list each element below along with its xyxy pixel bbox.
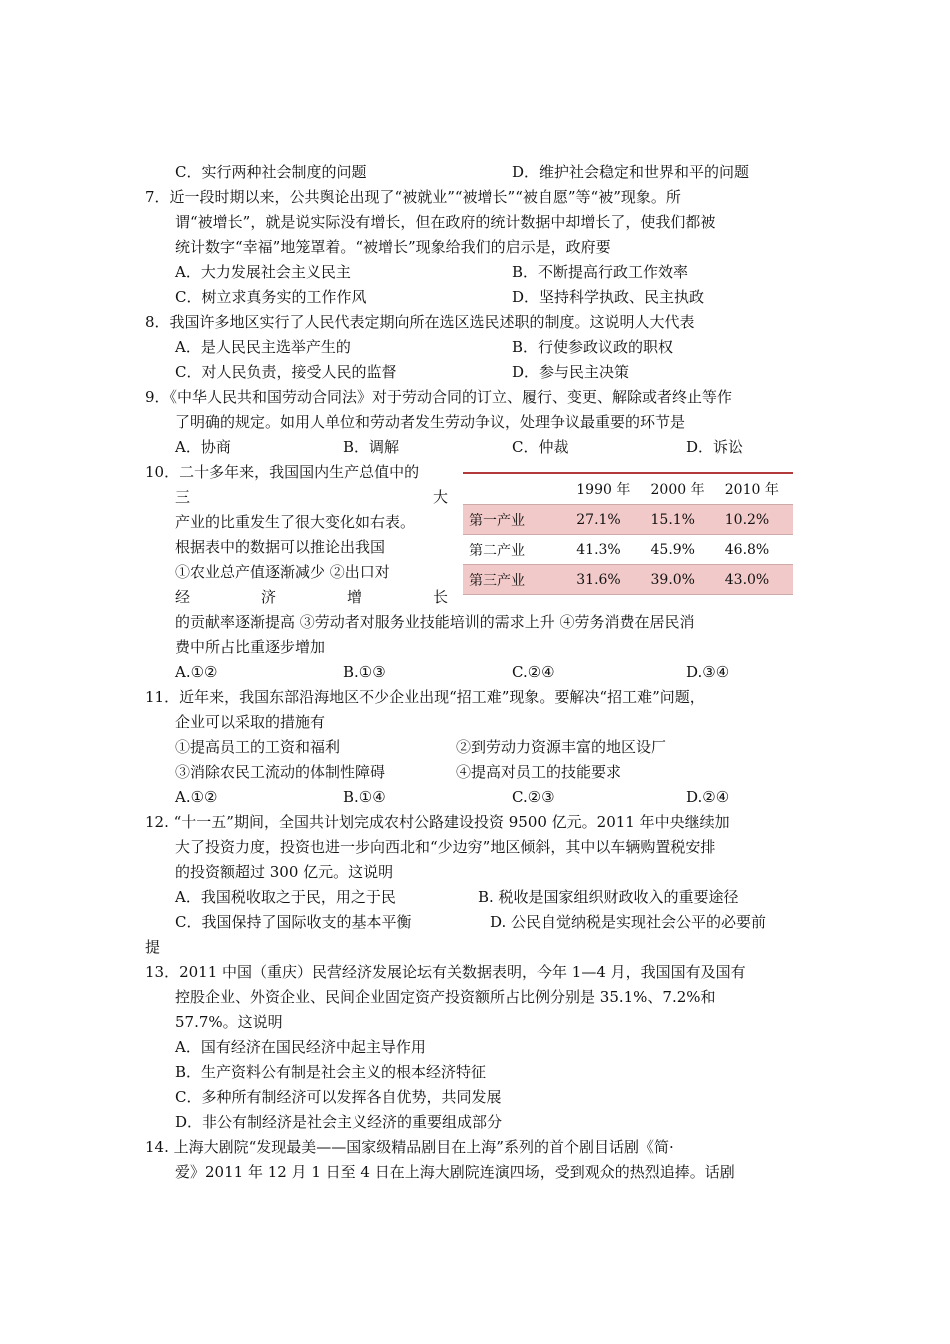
q11-item-4: ④提高对员工的技能要求 — [456, 763, 622, 781]
table-cell: 43.0% — [719, 565, 793, 595]
q11-option-b: B.①④ — [343, 788, 386, 806]
q10-stem-1: 10．二十多年来，我国国内生产总值中的 — [145, 463, 420, 481]
q10-stem-6-a: 经 — [175, 588, 191, 606]
table-header-cell: 2010 年 — [719, 473, 793, 505]
q14-stem-2: 爱》2011 年 12 月 1 日至 4 日在上海大剧院连演四场，受到观众的热烈追捧。话剧 — [175, 1163, 735, 1181]
q7-option-a: A．大力发展社会主义民主 — [175, 263, 351, 281]
q8-stem: 8．我国许多地区实行了人民代表定期向所在选区选民述职的制度。这说明人大代表 — [145, 313, 695, 331]
q10-stem-6-d: 长 — [432, 588, 448, 606]
table-cell: 45.9% — [650, 541, 695, 558]
q11-stem-1: 11．近年来，我国东部沿海地区不少企业出现“招工难”现象。要解决“招工难”问题， — [145, 688, 705, 706]
table-header-cell: 1990 年 — [570, 473, 644, 505]
table-cell: 46.8% — [724, 541, 770, 558]
q10-stem-8: 费中所占比重逐步增加 — [175, 638, 326, 656]
table-cell: 15.1% — [645, 505, 719, 535]
q13-option-b: B．生产资料公有制是社会主义的根本经济特征 — [175, 1063, 487, 1081]
q10-stem-3: 产业的比重发生了很大变化如右表。 — [175, 513, 416, 531]
q10-option-d: D.③④ — [686, 663, 730, 681]
table-cell: 第三产业 — [463, 565, 570, 595]
q10-stem-4: 根据表中的数据可以推论出我国 — [175, 538, 386, 556]
q13-stem-3: 57.7%。这说明 — [175, 1013, 283, 1031]
q9-option-b: B．调解 — [343, 438, 400, 456]
q12-option-b: B. 税收是国家组织财政收入的重要途径 — [478, 888, 739, 906]
q6-option-d: D．维护社会稳定和世界和平的问题 — [512, 163, 750, 181]
q10-stem-6-c: 增 — [346, 588, 362, 606]
q13-option-d: D．非公有制经济是社会主义经济的重要组成部分 — [175, 1113, 503, 1131]
q12-option-d: D. 公民自觉纳税是实现社会公平的必要前 — [490, 913, 767, 931]
q12-stem-3: 的投资额超过 300 亿元。这说明 — [175, 863, 394, 881]
q10-option-c: C.②④ — [512, 663, 555, 681]
q13-stem-1: 13．2011 中国（重庆）民营经济发展论坛有关数据表明，今年 1—4 月，我国国有及国有 — [145, 963, 746, 981]
q7-option-d: D．坚持科学执政、民主执政 — [512, 288, 705, 306]
q9-option-a: A．协商 — [175, 438, 231, 456]
q13-stem-2: 控股企业、外资企业、民间企业固定资产投资额所占比例分别是 35.1%、7.2%和 — [175, 988, 716, 1006]
q8-option-b: B．行使参政议政的职权 — [512, 338, 674, 356]
table-cell: 39.0% — [645, 565, 719, 595]
q10-stem-6-b: 济 — [260, 588, 276, 606]
q8-option-d: D．参与民主决策 — [512, 363, 630, 381]
q7-option-c: C．树立求真务实的工作作风 — [175, 288, 367, 306]
q7-stem-3: 统计数字“幸福”地笼罩着。“被增长”现象给我们的启示是，政府要 — [175, 238, 611, 256]
table-cell: 41.3% — [576, 541, 621, 558]
table-cell: 31.6% — [570, 565, 644, 595]
table-row — [463, 565, 793, 595]
q9-stem-2: 了明确的规定。如用人单位和劳动者发生劳动争议，处理争议最重要的环节是 — [175, 413, 686, 431]
q13-option-a: A．国有经济在国民经济中起主导作用 — [175, 1038, 426, 1056]
q11-item-1: ①提高员工的工资和福利 — [175, 738, 341, 756]
q12-option-c: C．我国保持了国际收支的基本平衡 — [175, 913, 412, 931]
q10-stem-2-b: 大 — [432, 488, 448, 506]
q9-stem-1: 9．《中华人民共和国劳动合同法》对于劳动合同的订立、履行、变更、解除或者终止等作 — [145, 388, 733, 406]
industry-share-table — [463, 472, 793, 595]
table-cell: 第二产业 — [469, 542, 525, 559]
q9-option-c: C．仲裁 — [512, 438, 569, 456]
q7-stem-2: 谓“被增长”，就是说实际没有增长，但在政府的统计数据中却增长了，使我们都被 — [175, 213, 716, 231]
q10-stem-5: ①农业总产值逐渐减少 ②出口对 — [175, 563, 390, 581]
table-row — [463, 535, 793, 565]
q11-option-d: D.②④ — [686, 788, 730, 806]
table-header-cell — [463, 473, 570, 505]
q12-stem-2: 大了投资力度，投资也进一步向西北和“少边穷”地区倾斜，其中以车辆购置税安排 — [175, 838, 716, 856]
table-cell: 10.2% — [719, 505, 793, 535]
q11-option-a: A.①② — [175, 788, 218, 806]
table-header-row — [463, 473, 793, 505]
q11-item-3: ③消除农民工流动的体制性障碍 — [175, 763, 386, 781]
q8-option-a: A．是人民民主选举产生的 — [175, 338, 351, 356]
q8-option-c: C．对人民负责，接受人民的监督 — [175, 363, 397, 381]
q10-option-b: B.①③ — [343, 663, 386, 681]
q12-option-a: A．我国税收取之于民，用之于民 — [175, 888, 396, 906]
q10-stem-7: 的贡献率逐渐提高 ③劳动者对服务业技能培训的需求上升 ④劳务消费在居民消 — [175, 613, 695, 631]
table-header-cell: 2000 年 — [645, 473, 719, 505]
q6-option-c: C．实行两种社会制度的问题 — [175, 163, 367, 181]
q11-stem-2: 企业可以采取的措施有 — [175, 713, 326, 731]
table-cell: 27.1% — [570, 505, 644, 535]
q10-stem-6 — [175, 585, 448, 610]
q7-option-b: B．不断提高行政工作效率 — [512, 263, 689, 281]
q13-option-c: C．多种所有制经济可以发挥各自优势，共同发展 — [175, 1088, 502, 1106]
q14-stem-1: 14. 上海大剧院“发现最美——国家级精品剧目在上海”系列的首个剧目话剧《简· — [145, 1138, 674, 1156]
q12-stem-1: 12. “十一五”期间，全国共计划完成农村公路建设投资 9500 亿元。2011 年中央继续加 — [145, 813, 730, 831]
table-cell: 第一产业 — [463, 505, 570, 535]
q10-stem-2 — [175, 485, 448, 510]
q11-item-2: ②到劳动力资源丰富的地区设厂 — [456, 738, 667, 756]
q11-option-c: C.②③ — [512, 788, 555, 806]
table-row — [463, 505, 793, 535]
q7-stem-1: 7．近一段时期以来，公共舆论出现了“被就业”“被增长”“被自愿”等“被”现象。所 — [145, 188, 681, 206]
q9-option-d: D．诉讼 — [686, 438, 744, 456]
q10-stem-2-a: 三 — [175, 488, 191, 506]
q10-option-a: A.①② — [175, 663, 218, 681]
q12-option-d-cont: 提 — [145, 938, 161, 956]
